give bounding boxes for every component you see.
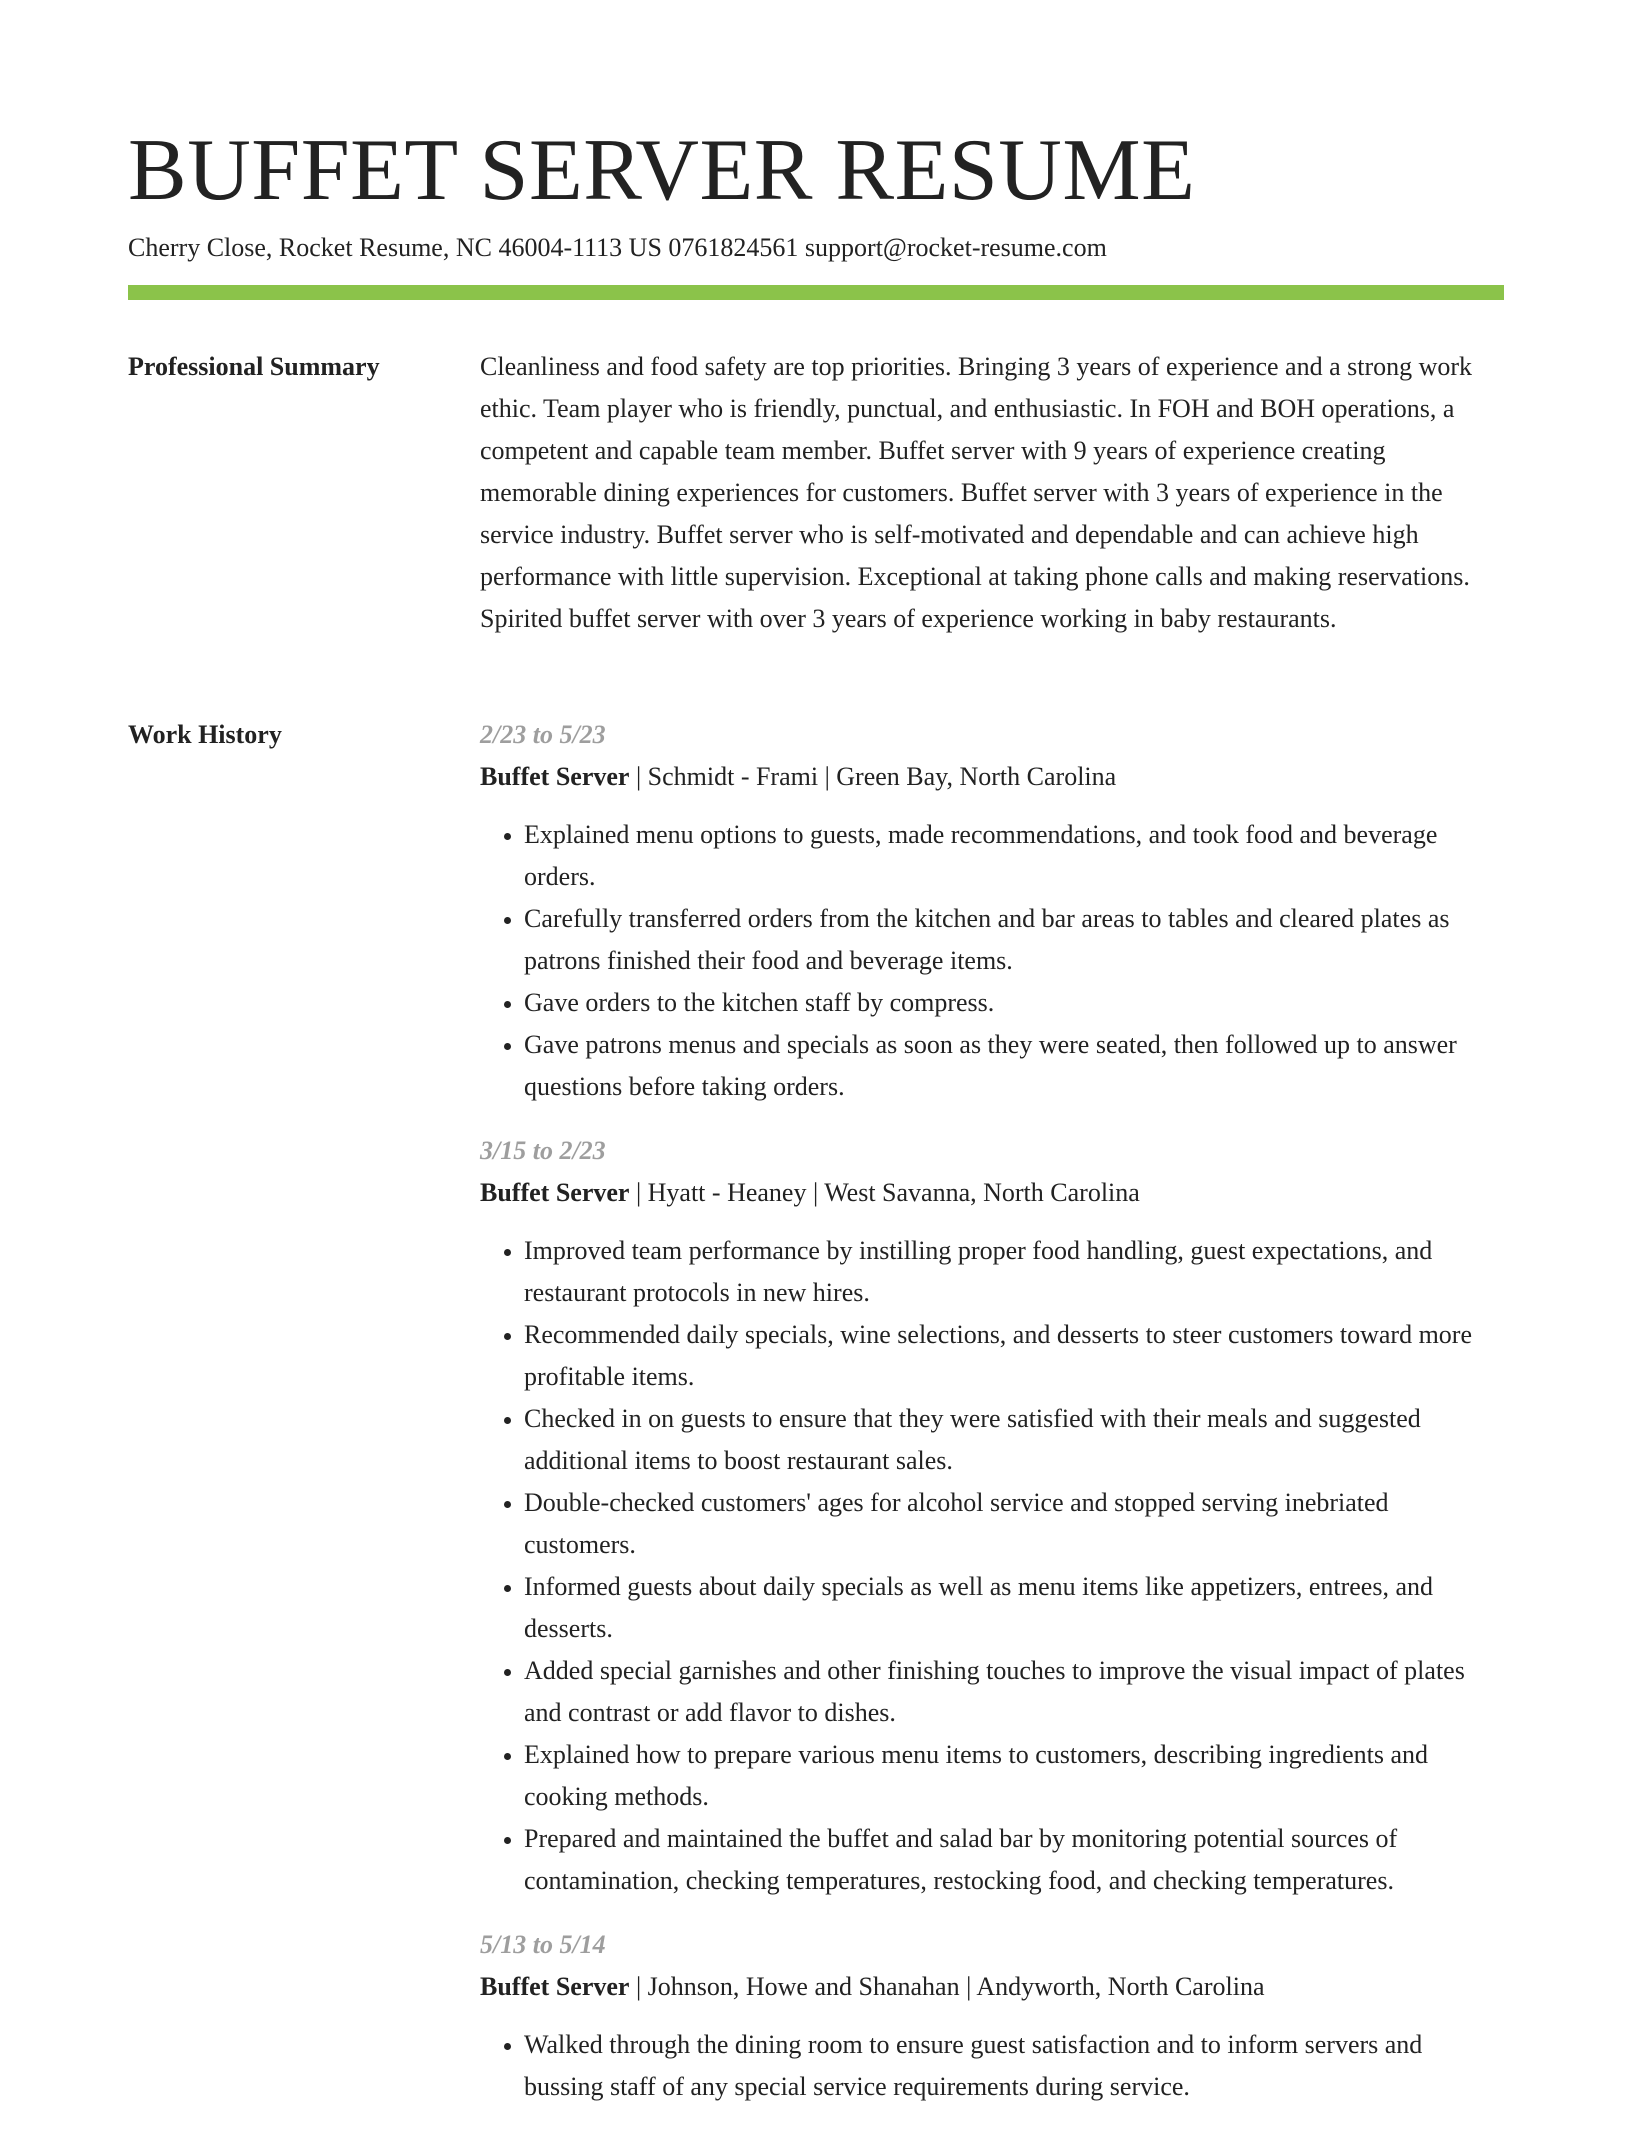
- section-label-work-history: Work History: [128, 720, 282, 749]
- job-bullet: • Explained how to prepare various menu items to customers, describing ingredients and cooking methods.: [524, 1734, 1504, 1818]
- job-title: Buffet Server: [480, 762, 630, 791]
- job-bullet: • Recommended daily specials, wine selections, and desserts to steer customers toward more profitable items.: [524, 1314, 1504, 1398]
- section-label-summary: Professional Summary: [128, 352, 380, 381]
- job-bullet: • Improved team performance by instilling proper food handling, guest expectations, and restaurant protocols in new hires.: [524, 1230, 1504, 1314]
- job-bullet: • Checked in on guests to ensure that they were satisfied with their meals and suggested additional items to boost restaurant sales.: [524, 1398, 1504, 1482]
- job-heading: [480, 756, 1504, 798]
- header-divider: [128, 285, 1504, 300]
- job-bullets: [480, 814, 1504, 1108]
- job-entry: [480, 1924, 1504, 2108]
- job-bullet: • Gave patrons menus and specials as soon as they were seated, then followed up to answer questions before taking orders.: [524, 1024, 1504, 1108]
- job-bullet: • Informed guests about daily specials as well as menu items like appetizers, entrees, and desserts.: [524, 1566, 1504, 1650]
- job-title: Buffet Server: [480, 1972, 630, 2001]
- job-bullet: • Explained menu options to guests, made recommendations, and took food and beverage orders.: [524, 814, 1504, 898]
- job-details: | Schmidt - Frami | Green Bay, North Carolina: [629, 762, 1117, 791]
- job-entry: [480, 1130, 1504, 1902]
- job-bullet: • Walked through the dining room to ensure guest satisfaction and to inform servers and bussing staff of any special service requirements during service.: [524, 2024, 1504, 2108]
- job-bullet: • Carefully transferred orders from the kitchen and bar areas to tables and cleared plates as patrons finished their food and beverage items.: [524, 898, 1504, 982]
- summary-text: Cleanliness and food safety are top priorities. Bringing 3 years of experience and a strong work ethic. Team player who is friendly, punctual, and enthusiastic. In FOH and BOH operations, a competent and capable team member. Buffet server with 9 years of experience creating memorable dining experiences for customers. Buffet server with 3 years of experience in the service industry. Buffet server who is self-motivated and dependable and can achieve high performance with little supervision. Exceptional at taking phone calls and making reservations. Spirited buffet server with over 3 years of experience working in baby restaurants.: [480, 352, 1473, 633]
- work-history-list: [480, 714, 1504, 2130]
- job-dates: 3/15 to 2/23: [480, 1136, 606, 1165]
- resume-title: BUFFET SERVER RESUME: [128, 122, 1196, 219]
- job-bullets: [480, 1230, 1504, 1902]
- job-details: | Johnson, Howe and Shanahan | Andyworth, North Carolina: [629, 1972, 1265, 2001]
- job-dates: 5/13 to 5/14: [480, 1930, 606, 1959]
- job-title: Buffet Server: [480, 1178, 630, 1207]
- job-bullet: • Prepared and maintained the buffet and salad bar by monitoring potential sources of contamination, checking temperatures, restocking food, and checking temperatures.: [524, 1818, 1504, 1902]
- job-details: | Hyatt - Heaney | West Savanna, North Carolina: [629, 1178, 1140, 1207]
- job-heading: [480, 1172, 1504, 1214]
- job-bullet: • Double-checked customers' ages for alcohol service and stopped serving inebriated customers.: [524, 1482, 1504, 1566]
- job-dates: 2/23 to 5/23: [480, 720, 606, 749]
- job-heading: [480, 1966, 1504, 2008]
- job-bullet: • Gave orders to the kitchen staff by compress.: [524, 982, 1504, 1024]
- job-bullets: [480, 2024, 1504, 2108]
- job-entry: [480, 714, 1504, 1108]
- contact-info: Cherry Close, Rocket Resume, NC 46004-1113 US 0761824561 support@rocket-resume.com: [128, 233, 1107, 262]
- job-bullet: • Added special garnishes and other finishing touches to improve the visual impact of plates and contrast or add flavor to dishes.: [524, 1650, 1504, 1734]
- summary-body: [480, 346, 1504, 640]
